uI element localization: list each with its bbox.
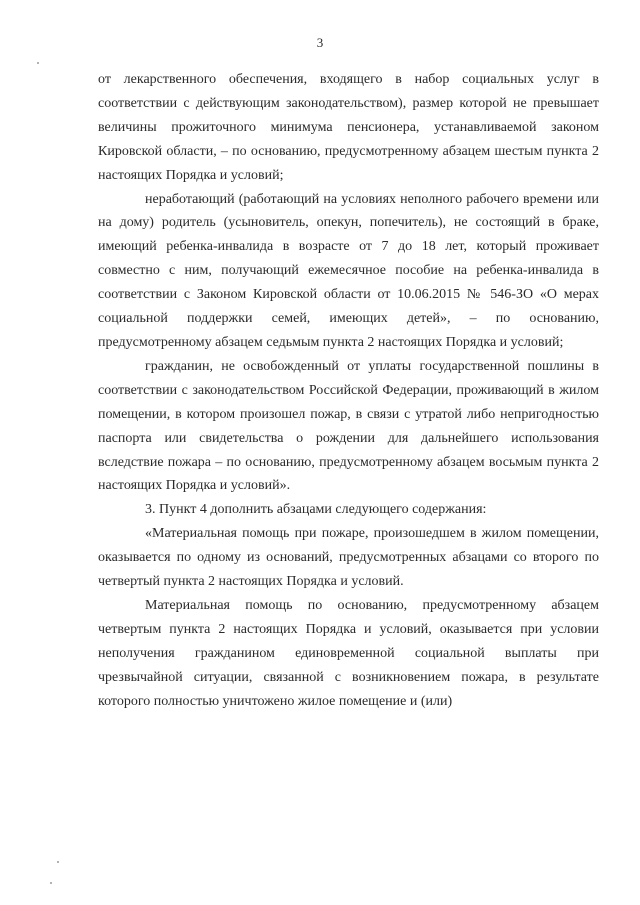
paragraph-citizen-fee: гражданин, не освобожденный от уплаты государственной пошлины в соответствии с законодательством Российской Федерации, проживающий в жилом помещении, в котором произошел пожар, в связи с утратой либо непригодностью паспорта или свидетельства о рождении для дальнейшего использования вследствие пожара – по основанию, предусмотренному абзацем восьмым пункта 2 настоящих Порядка и условий». bbox=[98, 358, 599, 494]
document-body bbox=[98, 68, 599, 713]
paragraph-parent-recipient: неработающий (работающий на условиях неполного рабочего времени или на дому) родитель (усыновитель, опекун, попечитель), не состоящий в браке, имеющий ребенка-инвалида в возрасте от 7 до 18 лет, который проживает совместно с ним, получающий ежемесячное пособие на ребенка-инвалида в соответствии с Законом Кировской области от 10.06.2015 № 546-ЗО «О мерах социальной поддержки семей, имеющих детей», – по основанию, предусмотренному абзацем седьмым пункта 2 настоящих Порядка и условий; bbox=[98, 191, 599, 350]
scan-speck bbox=[50, 882, 52, 884]
paragraph-fire-assistance: «Материальная помощь при пожаре, произошедшем в жилом помещении, оказывается по одному из оснований, предусмотренных абзацами со второго по четвертый пункта 2 настоящих Порядка и условий. bbox=[98, 526, 599, 590]
page-number: 3 bbox=[316, 35, 324, 50]
paragraph-assistance-condition: Материальная помощь по основанию, предусмотренному абзацем четвертым пункта 2 настоящих Порядка и условий, оказывается при условии неполучения гражданином единовременной социальной выплаты при чрезвычайной ситуации, связанной с возникновением пожара, в результате которого полностью уничтожено жилое помещение и (или) bbox=[98, 597, 599, 709]
scan-speck bbox=[57, 861, 59, 863]
paragraph-continuation: от лекарственного обеспечения, входящего в набор социальных услуг в соответствии с действующим законодательством), размер которой не превышает величины прожиточного минимума пенсионера, устанавливаемой законом Кировской области, – по основанию, предусмотренному абзацем шестым пункта 2 настоящих Порядка и условий; bbox=[98, 72, 599, 183]
scan-speck bbox=[37, 62, 39, 64]
paragraph-amendment-heading: 3. Пункт 4 дополнить абзацами следующего содержания: bbox=[145, 502, 487, 518]
